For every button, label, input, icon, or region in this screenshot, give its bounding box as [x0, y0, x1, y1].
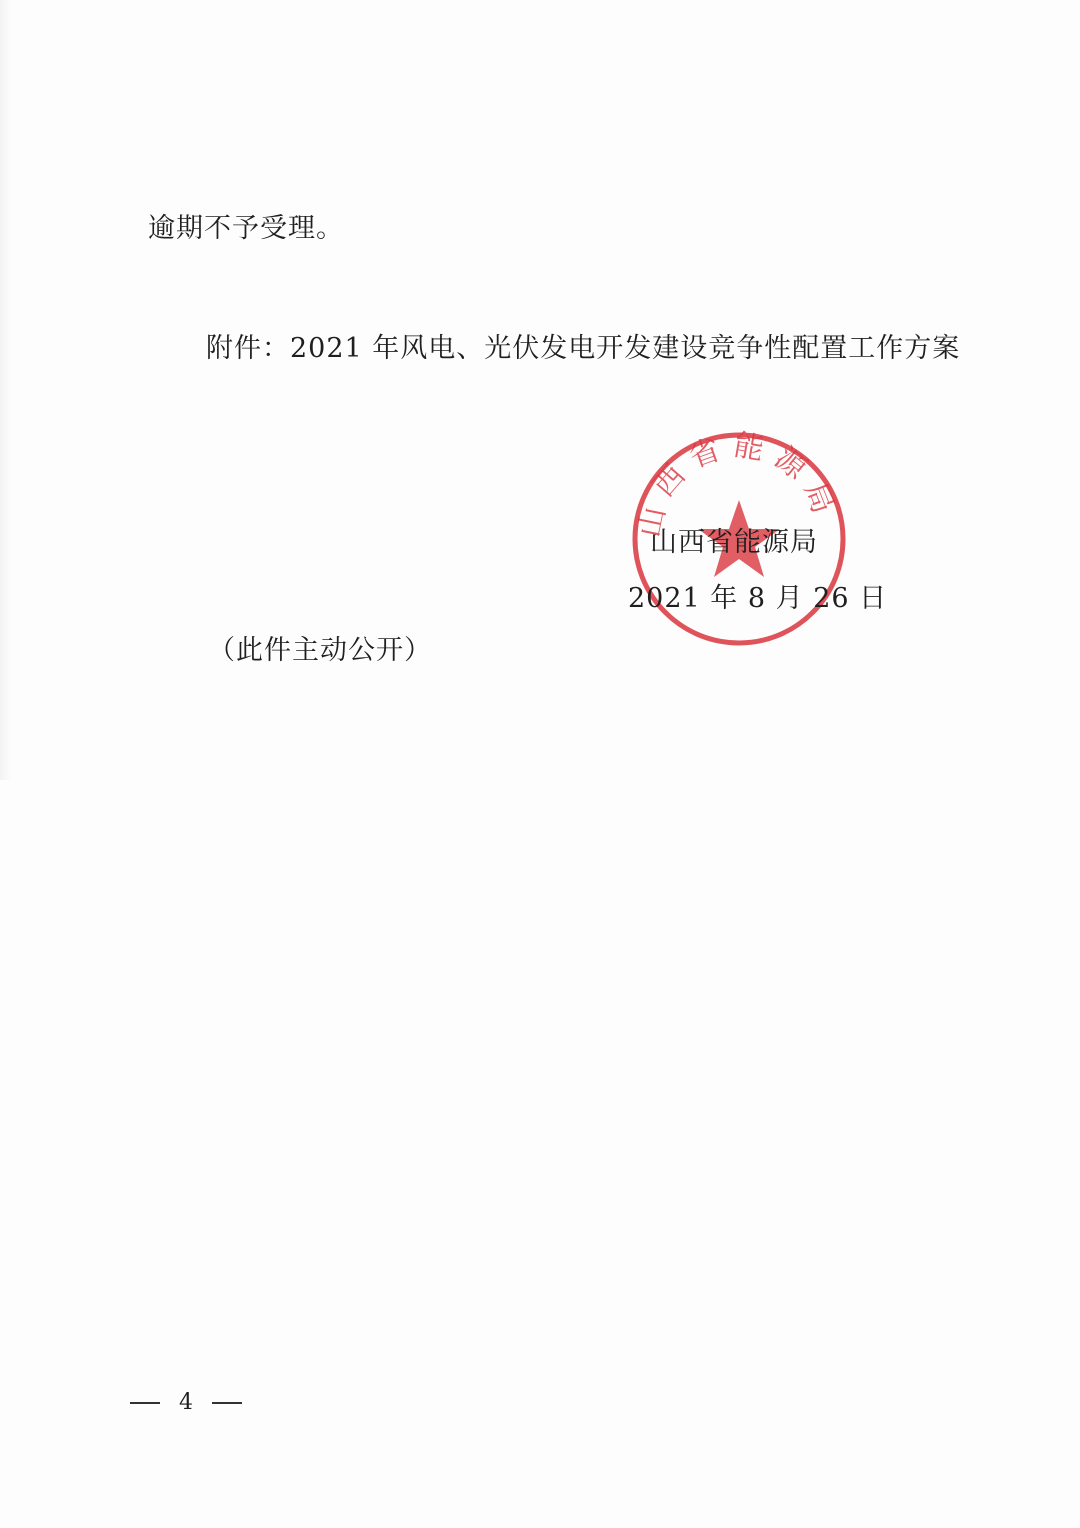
- dash-left: [130, 1402, 160, 1404]
- dash-right: [212, 1402, 242, 1404]
- page-footer: [130, 1390, 242, 1415]
- page-number: 4: [179, 1390, 193, 1415]
- scan-edge-shadow: [0, 0, 12, 780]
- disclosure-note: （此件主动公开）: [208, 635, 432, 666]
- body-text-overdue: 逾期不予受理。: [148, 213, 344, 244]
- issuer-name: 山西省能源局: [650, 527, 818, 558]
- seal-text: 山西省能源局: [632, 428, 845, 541]
- attachment-line: 附件：2021 年风电、光伏发电开发建设竞争性配置工作方案: [206, 333, 961, 364]
- issue-date: 2021 年 8 月 26 日: [628, 583, 888, 614]
